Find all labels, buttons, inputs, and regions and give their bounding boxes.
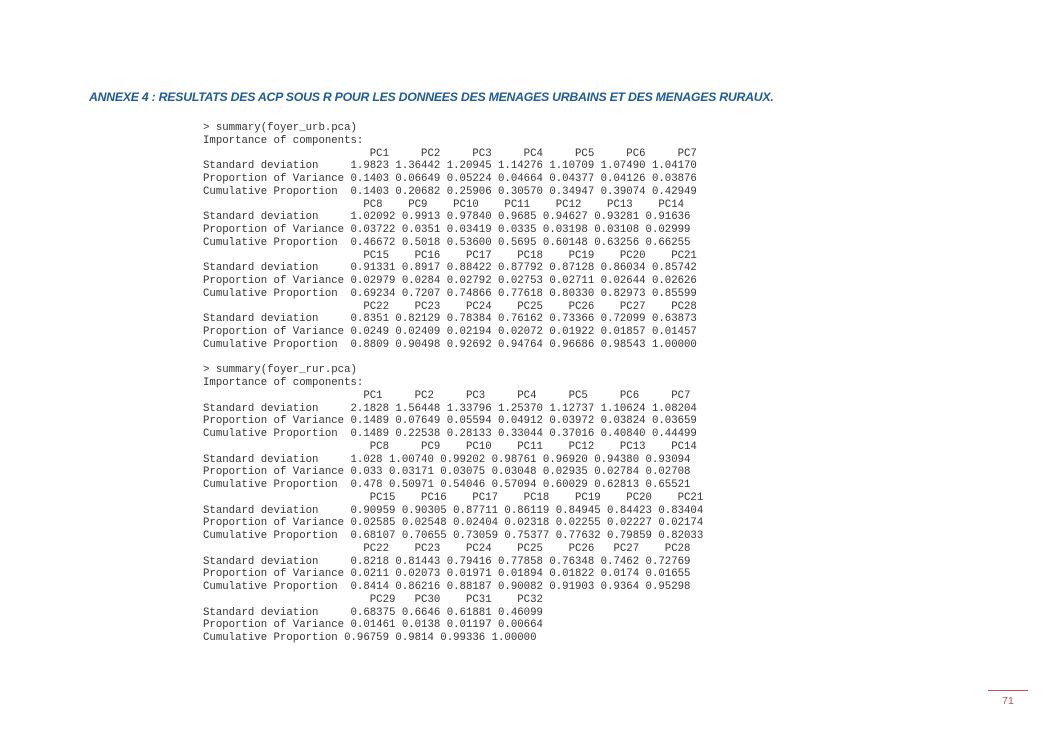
console-line: Proportion of Variance 0.02979 0.0284 0.02792 0.02753 0.02711 0.02644 0.02626 bbox=[203, 275, 697, 287]
console-line: Standard deviation 0.8218 0.81443 0.79416 0.77858 0.76348 0.7462 0.72769 bbox=[203, 555, 691, 568]
console-line: > summary(foyer_rur.pca) bbox=[203, 364, 357, 377]
console-line: Proportion of Variance 0.03722 0.0351 0.03419 0.0335 0.03198 0.03108 0.02999 bbox=[203, 224, 691, 236]
console-line: PC15 PC16 PC17 PC18 PC19 PC20 PC21 bbox=[203, 491, 704, 504]
console-line: Standard deviation 0.8351 0.82129 0.78384 0.76162 0.73366 0.72099 0.63873 bbox=[203, 313, 697, 326]
console-line: Proportion of Variance 0.0211 0.02073 0.01971 0.01894 0.01822 0.0174 0.01655 bbox=[203, 568, 691, 581]
console-line: Standard deviation 1.9823 1.36442 1.20945 1.14276 1.10709 1.07490 1.04170 bbox=[203, 160, 697, 173]
console-line bbox=[203, 645, 703, 658]
console-line: Proportion of Variance 0.0249 0.02409 0.02194 0.02072 0.01922 0.01857 0.01457 bbox=[203, 326, 697, 338]
console-line: Cumulative Proportion 0.1403 0.20682 0.25906 0.30570 0.34947 0.39074 0.42949 bbox=[203, 185, 697, 198]
console-line: PC1 PC2 PC3 PC4 PC5 PC6 PC7 bbox=[203, 389, 691, 402]
annex-heading: ANNEXE 4 : RESULTATS DES ACP SOUS R POUR LES DONNEES DES MENAGES URBAINS ET DES MENAGES RURAUX. bbox=[89, 90, 774, 104]
console-line: PC15 PC16 PC17 PC18 PC19 PC20 PC21 bbox=[203, 249, 697, 262]
console-line: PC22 PC23 PC24 PC25 PC26 PC27 PC28 bbox=[203, 300, 697, 313]
console-line: Proportion of Variance 0.1489 0.07649 0.05594 0.04912 0.03972 0.03824 0.03659 bbox=[203, 415, 697, 428]
console-line: PC8 PC9 PC10 PC11 PC12 PC13 PC14 bbox=[203, 198, 685, 211]
console-line: PC1 PC2 PC3 PC4 PC5 PC6 PC7 bbox=[203, 147, 697, 160]
console-line: Standard deviation 0.90959 0.90305 0.87711 0.86119 0.84945 0.84423 0.83404 bbox=[203, 504, 704, 517]
page-number: 71 bbox=[1002, 695, 1014, 707]
console-line: Standard deviation 0.91331 0.8917 0.88422 0.87792 0.87128 0.86034 0.85742 bbox=[203, 262, 697, 275]
console-line: Cumulative Proportion 0.46672 0.5018 0.53600 0.5695 0.60148 0.63256 0.66255 bbox=[203, 236, 691, 249]
console-line: PC29 PC30 PC31 PC32 bbox=[203, 593, 543, 606]
footer-rule bbox=[988, 690, 1028, 691]
console-line: Cumulative Proportion 0.478 0.50971 0.54046 0.57094 0.60029 0.62813 0.65521 bbox=[203, 479, 691, 491]
console-line: Proportion of Variance 0.033 0.03171 0.03075 0.03048 0.02935 0.02784 0.02708 bbox=[203, 466, 691, 479]
console-line: Proportion of Variance 0.1403 0.06649 0.05224 0.04664 0.04377 0.04126 0.03876 bbox=[203, 173, 697, 185]
console-line: Importance of components: bbox=[203, 377, 364, 389]
console-line: Cumulative Proportion 0.68107 0.70655 0.73059 0.75377 0.77632 0.79859 0.82033 bbox=[203, 530, 704, 542]
console-line: PC8 PC9 PC10 PC11 PC12 PC13 PC14 bbox=[203, 440, 697, 453]
console-line: Importance of components: bbox=[203, 134, 364, 147]
console-line: Cumulative Proportion 0.96759 0.9814 0.99336 1.00000 bbox=[203, 632, 537, 644]
console-line: Standard deviation 2.1828 1.56448 1.33796 1.25370 1.12737 1.10624 1.08204 bbox=[203, 402, 697, 415]
console-line: Cumulative Proportion 0.8414 0.86216 0.88187 0.90082 0.91903 0.9364 0.95298 bbox=[203, 581, 691, 593]
r-console-output bbox=[203, 122, 703, 658]
console-line bbox=[203, 352, 703, 365]
console-line: > summary(foyer_urb.pca) bbox=[203, 122, 357, 134]
console-line: PC22 PC23 PC24 PC25 PC26 PC27 PC28 bbox=[203, 542, 691, 555]
console-line: Proportion of Variance 0.02585 0.02548 0.02404 0.02318 0.02255 0.02227 0.02174 bbox=[203, 517, 704, 530]
console-line: Standard deviation 0.68375 0.6646 0.61881 0.46099 bbox=[203, 606, 543, 619]
console-line: Cumulative Proportion 0.69234 0.7207 0.74866 0.77618 0.80330 0.82973 0.85599 bbox=[203, 287, 697, 300]
console-line: Proportion of Variance 0.01461 0.0138 0.01197 0.00664 bbox=[203, 619, 543, 632]
console-line: Cumulative Proportion 0.1489 0.22538 0.28133 0.33044 0.37016 0.40840 0.44499 bbox=[203, 428, 697, 440]
console-line: Standard deviation 1.028 1.00740 0.99202 0.98761 0.96920 0.94380 0.93094 bbox=[203, 453, 691, 466]
console-line: Standard deviation 1.02092 0.9913 0.97840 0.9685 0.94627 0.93281 0.91636 bbox=[203, 211, 691, 224]
console-line: Cumulative Proportion 0.8809 0.90498 0.92692 0.94764 0.96686 0.98543 1.00000 bbox=[203, 338, 697, 351]
